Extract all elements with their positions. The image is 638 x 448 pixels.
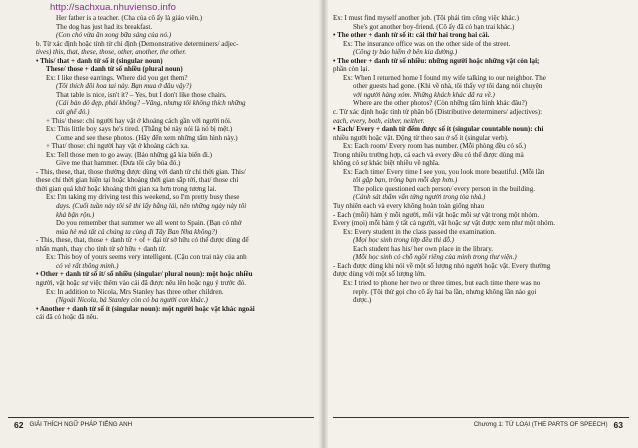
text-line: (Ngoài Nicola, bà Stanley còn có ba người con khác.) xyxy=(56,296,208,305)
watermark-url: http://sachxua.nhuvienso.info xyxy=(50,2,176,13)
text-line: tives) this, that, these, those, other, another, the other. xyxy=(36,48,187,57)
text-line: với người hàng xóm. Những khách khác đã ra về.) xyxy=(353,90,495,99)
text-line: • The other + danh từ số ít: cái thứ hai trong hai cái. xyxy=(333,31,490,40)
text-line: phần còn lại. xyxy=(333,65,370,74)
right-text-column xyxy=(333,14,623,305)
text-line: Ex: This little boy says he's tired. (Thằng bé này nói là nó bị mệt.) xyxy=(46,125,233,134)
text-line: each, every, both, either, neither. xyxy=(333,116,425,125)
text-line: Ex: The insurance office was on the other side of the street. xyxy=(343,39,511,48)
text-line: (Mọi học sinh trong lớp đều thi đỗ.) xyxy=(353,236,454,245)
text-line: Her father is a teacher. (Cha của cô ấy là giáo viên.) xyxy=(56,14,203,22)
text-line: khá bận rộn.) xyxy=(56,210,95,219)
text-line: Ex: I must find myself another job. (Tôi phải tìm công việc khác.) xyxy=(333,14,519,22)
text-line: (Mỗi học sinh có chỗ ngồi riêng của mình trong thư viện.) xyxy=(353,253,517,262)
text-line: Ex: This boy of yours seems very intelligent. (Cậu con trai này của anh xyxy=(46,253,247,262)
text-line: - This, these, that, those thường được dùng với danh từ chỉ thời gian. This/ xyxy=(36,167,246,176)
text-line: • Other + danh từ số ít/ số nhiều (singular/ plural noun): một hoặc nhiều xyxy=(36,270,253,279)
text-line: Ex: Each room/ Every room has number. (Mỗi phòng đều có số.) xyxy=(343,142,526,151)
text-line: (Công ty bảo hiểm ở bên kia đường.) xyxy=(353,48,458,57)
text-line: (Con chó vừa ăn xong bữa sáng của nó.) xyxy=(56,31,172,40)
text-line: người, vật hoặc sự việc thêm vào cái đã được nêu lên hoặc ngụ ý trước đó. xyxy=(36,278,247,287)
text-line: • This/ that + danh từ số ít (singular noun) xyxy=(36,56,163,65)
text-line: • The other + danh từ số nhiều: những người hoặc những vật còn lại; xyxy=(333,56,540,65)
text-line: Come and see these photos. (Hãy đến xem những tấm hình này.) xyxy=(56,133,238,142)
text-line: The dog has just had its breakfast. xyxy=(56,22,153,31)
right-footer xyxy=(333,417,629,429)
text-line: other guests had gone. (Khi về nhà, tôi thấy vợ tôi đang nói chuyện xyxy=(353,82,543,91)
left-text-column xyxy=(36,14,314,322)
page-number: 63 xyxy=(613,419,623,430)
chapter-title: Chương 1: TỪ LOẠI (THE PARTS OF SPEECH) xyxy=(473,421,608,428)
text-line: - Each (mỗi) hàm ý mỗi người, mỗi vật hoặc mỗi sự vật trong một nhóm. xyxy=(333,210,540,219)
text-line: Each student has his/ her own place in the library. xyxy=(353,244,494,253)
text-line: cái đã có hoặc đã nêu. xyxy=(36,313,99,322)
text-line: mùa hè mà tất cả chúng ta cùng đi Tây Ban Nha không?) xyxy=(56,227,218,236)
text-line: Ex: I like these earrings. Where did you get them? xyxy=(46,73,188,82)
text-line: • Each/ Every + danh từ đếm được số ít (singular countable noun): chỉ xyxy=(333,125,544,134)
book-spine-shadow xyxy=(318,0,328,448)
text-line: These/ those + danh từ số nhiều (plural noun) xyxy=(46,65,183,74)
text-line: được.) xyxy=(353,296,372,305)
text-line: Trong nhiều trường hợp, cả each và every đều có thể được dùng mà xyxy=(333,150,524,159)
text-line: thời gian quá khứ hoặc khoảng thời gian xa hơn trong tương lai. xyxy=(36,184,217,193)
text-line: Ex: When I returned home I found my wife talking to our neighbor. The xyxy=(343,73,546,82)
text-line: nhiều người hoặc vật. Động từ theo sau ở số ít (singular verb). xyxy=(333,133,509,142)
right-page xyxy=(323,0,638,448)
text-line: Do you remember that summer we all went to Spain. (Bạn có nhớ xyxy=(56,219,242,228)
text-line: (Cái bàn đó đẹp, phải không? –Vâng, nhưng tôi không thích những xyxy=(56,99,246,108)
text-line: these chỉ thời gian hiện tại hoặc khoảng thời gian sắp tới, that/ those chỉ xyxy=(36,176,239,185)
text-line: không có sự khác biệt nhiều về nghĩa. xyxy=(333,159,440,168)
text-line: cái ghế đó.) xyxy=(56,108,90,117)
text-line: Ex: I'm taking my driving test this weekend, so I'm pretty busy these xyxy=(46,193,240,202)
text-line: Where are the other photos? (Còn những tấm hình khác đâu?) xyxy=(353,99,528,108)
text-line: c. Từ xác định hoặc tính từ phân bổ (Distributive determiners/ adjectives): xyxy=(333,108,543,117)
text-line: She's got another boy-friend. (Cô ấy đã có bạn trai khác.) xyxy=(353,22,515,31)
text-line: + This/ these: chỉ người hay vật ở khoảng cách gần với người nói. xyxy=(46,116,232,125)
text-line: That table is nice, isn't it? – Yes, but I don't like those chairs. xyxy=(56,90,227,99)
text-line: days. (Cuối tuần này tôi sẽ thi lấy bằng lái, nên những ngày này tôi xyxy=(56,202,247,211)
text-line: tôi gặp bạn, trông bạn mỗi đẹp hơn.) xyxy=(353,176,458,185)
text-line: - This, these, that, those + danh từ + of + đại từ sở hữu có thể được dùng để xyxy=(36,236,249,245)
left-footer xyxy=(8,417,314,429)
text-line: • Another + danh từ số ít (singular noun): một người hoặc vật khác ngoài xyxy=(36,304,255,313)
text-line: có vẻ rất thông minh.) xyxy=(56,261,119,270)
text-line: Ex: Each time/ Every time I see you, you look more beautiful. (Mỗi lần xyxy=(343,167,545,176)
text-line: (Tôi thích đôi hoa tai này. Bạn mua ở đâu vậy?) xyxy=(56,82,192,91)
text-line: được dùng với một số lượng lớn. xyxy=(333,270,426,279)
text-line: Ex: Tell those men to go away. (Bảo những gã kia biến đi.) xyxy=(46,150,212,159)
page-number: 62 xyxy=(14,419,24,430)
text-line: The police questioned each person/ every person in the building. xyxy=(353,184,535,193)
text-line: Give me that hammer. (Đưa tôi cây búa đó.) xyxy=(56,159,181,168)
text-line: b. Từ xác định hoặc tính từ chỉ định (Demonstrative determiners/ adjec- xyxy=(36,39,239,48)
text-line: - Each được dùng khi nói về một số lượng nhỏ người hoặc vật. Every thường xyxy=(333,261,551,270)
text-line: Every (mọi) mỗi hàm ý tất cả người, vật hoặc sự vật được xem như một nhóm. xyxy=(333,219,555,228)
book-title: GIẢI THÍCH NGỮ PHÁP TIẾNG ANH xyxy=(29,421,133,428)
text-line: nhấn mạnh, thay cho tính từ sở hữu + danh từ. xyxy=(36,244,167,253)
text-line: Ex: In addition to Nicola, Mrs Stanley has three other children. xyxy=(46,287,224,296)
text-line: reply. (Tôi thử gọi cho cô ấy hai ba lần, nhưng không lần nào gọi xyxy=(353,287,537,296)
text-line: Ex: I tried to phone her two or three times, but each time there was no xyxy=(343,278,541,287)
text-line: Ex: Every student in the class passed the examination. xyxy=(343,227,496,236)
text-line: (Cảnh sát thẩm vấn từng người trong tòa nhà.) xyxy=(353,193,486,202)
text-line: + That/ those: chỉ người hay vật ở khoảng cách xa. xyxy=(46,142,189,151)
text-line: Tuy nhiên each và every không hoàn toàn giống nhau xyxy=(333,202,485,211)
